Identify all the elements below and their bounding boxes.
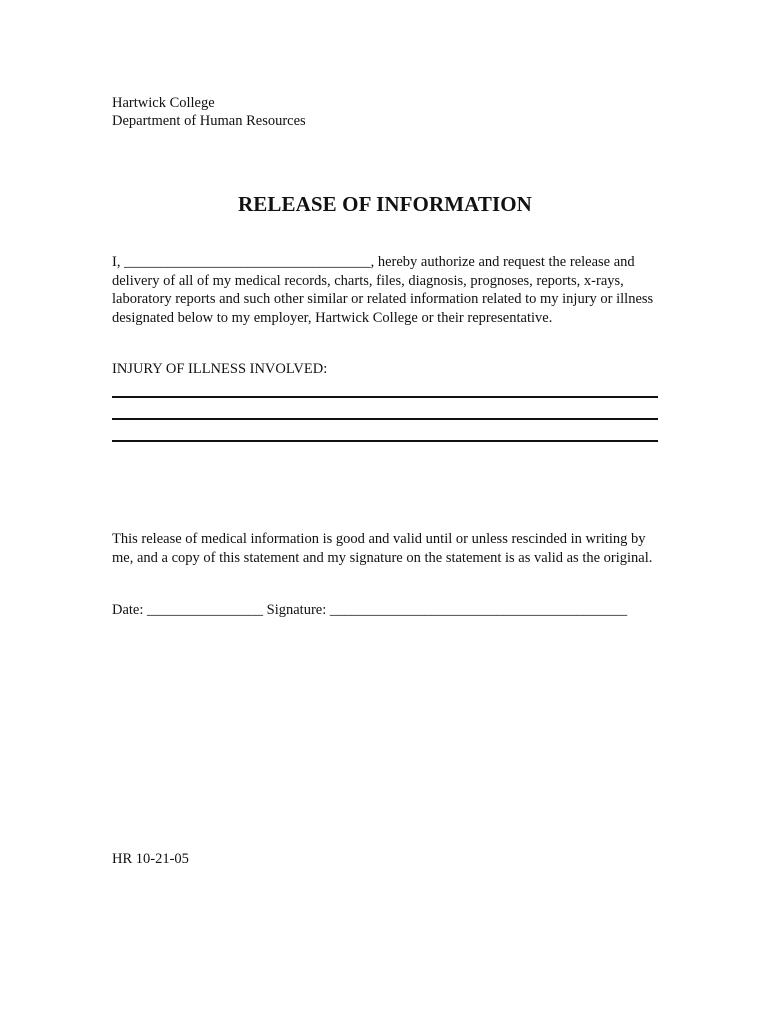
institution-name: Hartwick College [112,95,215,111]
date-signature-line: Date: ________________ Signature: _________________________________________ [112,602,628,618]
document-header [112,94,306,130]
injury-description-line [112,396,658,398]
authorization-paragraph: I, __________________________________, hereby authorize and request the release and delivery of all of my medical records, charts, files, diagnosis, prognoses, reports, x-rays, laboratory reports and such other similar or related information related to my injury or illness designated below to my employer, Hartwick College or their representative. [112,254,654,326]
department-name: Department of Human Resources [112,113,306,129]
injury-section-label: INJURY OF ILLNESS INVOLVED: [112,361,328,377]
form-code: HR 10-21-05 [112,851,189,867]
validity-paragraph: This release of medical information is good and valid until or unless rescinded in writing by me, and a copy of this statement and my signature on the statement is as valid as the original. [112,531,653,566]
injury-description-line [112,440,658,442]
document-title: RELEASE OF INFORMATION [238,192,532,216]
injury-description-line [112,418,658,420]
